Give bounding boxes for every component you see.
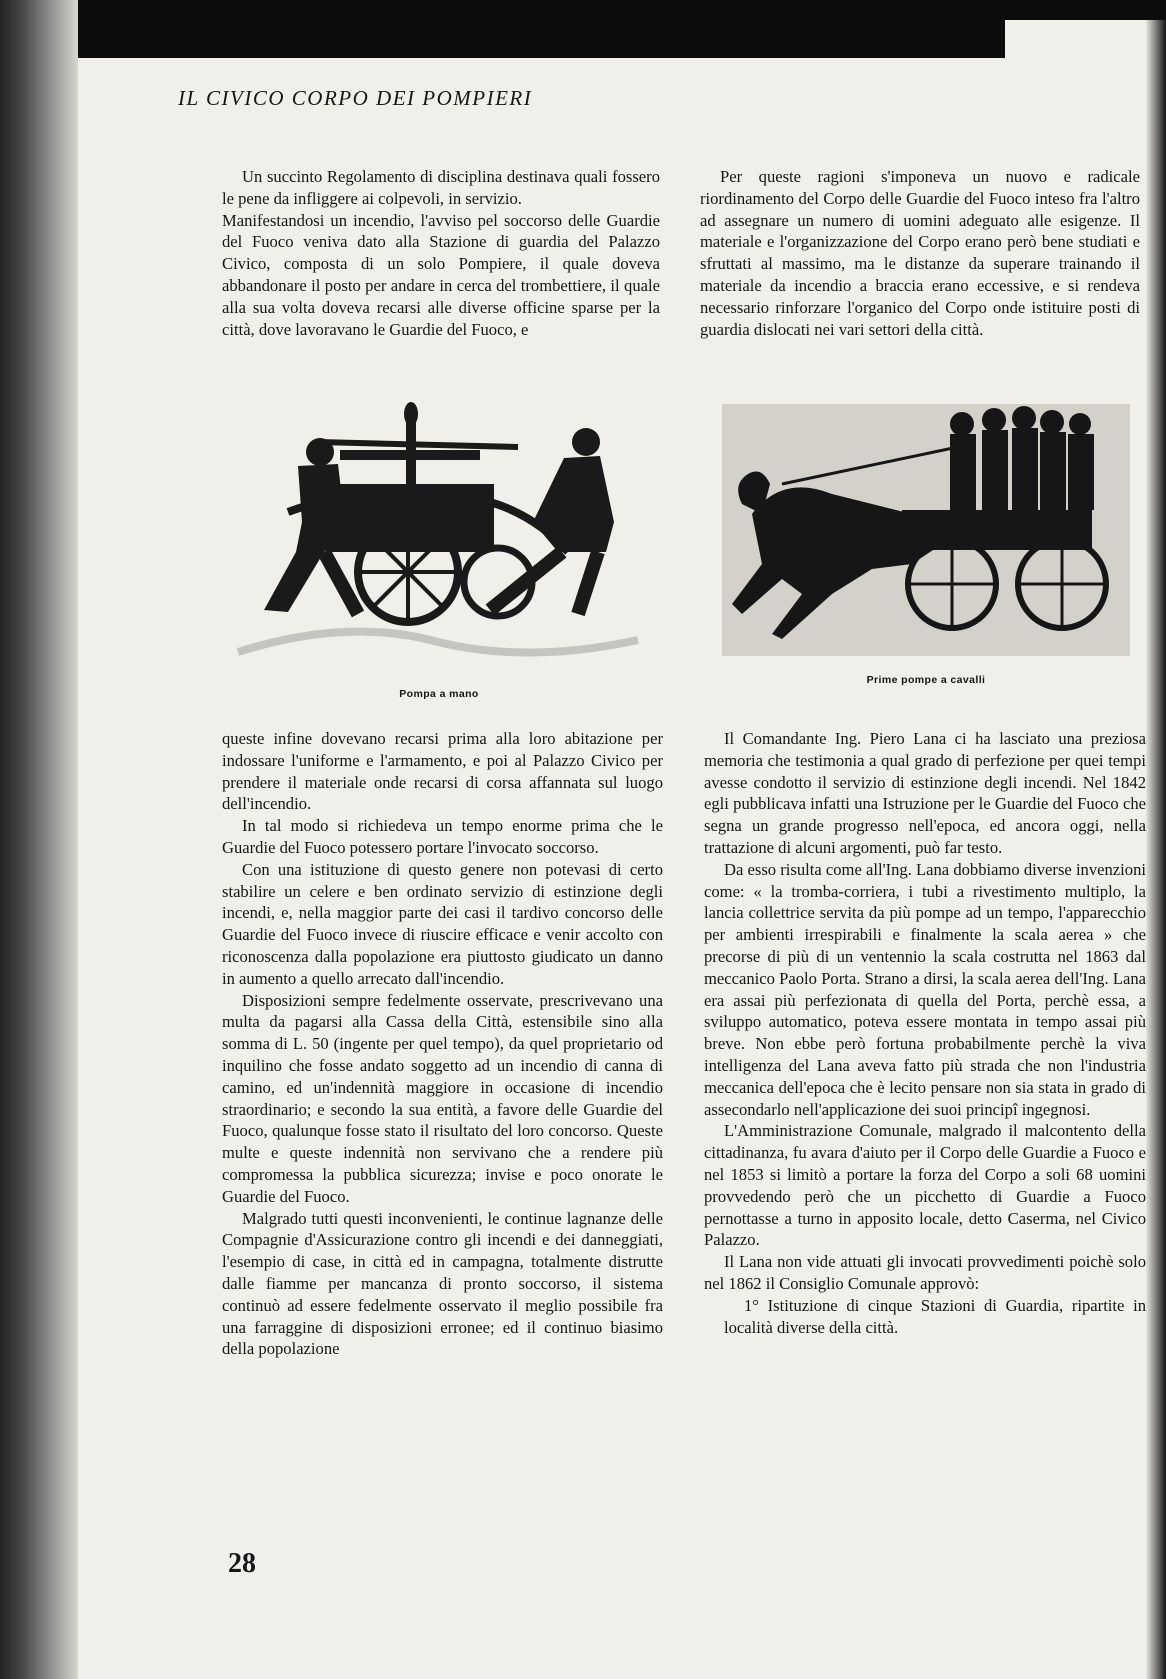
scan-border-right: [1146, 20, 1166, 1679]
column-left-top: [222, 166, 660, 340]
paragraph: Con una istituzione di questo genere non potevasi di certo stabilire un celere e ben ordinato servizio di estinzione degli incendi, e, nella maggior parte dei casi il tardivo concorso delle Guardie del Fuoco invece di riuscire efficace e venir accolto con riconoscenza dalla popolazione era piuttosto giudicato un danno in aumento a quello arrecato dall'incendio.: [222, 859, 663, 988]
paragraph: Un succinto Regolamento di disciplina destinava quali fossero le pene da infliggere ai colpevoli, in servizio.: [222, 167, 660, 208]
hand-pump-illustration: [228, 402, 650, 664]
paragraph: queste infine dovevano recarsi prima alla loro abitazione per indossare l'uniforme e l'armamento, e poi al Palazzo Civico per prendere il materiale onde recarsi di corsa affannata sul luogo dell'incendio.: [222, 729, 663, 814]
figure-horse-pump: [722, 404, 1130, 656]
column-right-top: [700, 166, 1140, 340]
list-item: 1° Istituzione di cinque Stazioni di Guardia, ripartite in località diverse della città.: [724, 1295, 1146, 1337]
scan-border-top-right: [1005, 0, 1166, 20]
page-number: 28: [228, 1548, 256, 1579]
scan-border-top: [0, 0, 1005, 58]
figure-caption-left: Pompa a mano: [399, 688, 479, 700]
paragraph: Malgrado tutti questi inconvenienti, le continue lagnanze delle Compagnie d'Assicurazione contro gli incendi e dei danneggiati, l'esempio di case, in città ed in campagna, totalmente distrutte dalle fiamme per mancanza di pronto soccorso, il sistema continuò ad essere fedelmente osservato il meglio possibile fra una farraggine di disposizioni erronee; ed il continuo biasimo della popolazione: [222, 1208, 663, 1359]
figure-hand-pump: [228, 402, 650, 664]
paragraph: Il Lana non vide attuati gli invocati provvedimenti poichè solo nel 1862 il Consiglio Comunale approvò:: [704, 1252, 1146, 1293]
horse-pump-illustration: [722, 404, 1130, 656]
paragraph: Il Comandante Ing. Piero Lana ci ha lasciato una preziosa memoria che testimonia a qual grado di perfezione per quei tempi avesse condotto il servizio di estinzione degli incendi. Nel 1842 egli pubblicava infatti una Istruzione per le Guardie del Fuoco che segna un grande progresso nell'epoca, ed ancora oggi, nella trattazione di alcuni argomenti, può far testo.: [704, 729, 1146, 857]
paragraph: Per queste ragioni s'imponeva un nuovo e radicale riordinamento del Corpo delle Guardie del Fuoco inteso fra l'altro ad assegnare un numero di uomini adeguato alle esigenze. Il materiale e l'organizzazione del Corpo erano però bene studiati e sfruttati al massimo, ma le distanze da superare trainando il materiale da incendio a braccia erano eccessive, e si rendeva necessario rinforzare l'organico del Corpo onde istituire posti di guardia dislocati nei vari settori della città.: [700, 167, 1140, 339]
column-right-bottom: [704, 728, 1146, 1338]
running-header: IL CIVICO CORPO DEI POMPIERI: [178, 86, 533, 110]
paragraph: Manifestandosi un incendio, l'avviso pel soccorso delle Guardie del Fuoco veniva dato alla Stazione di guardia del Palazzo Civico, composta di un solo Pompiere, il quale doveva abbandonare il posto per andare in cerca del trombettiere, il quale alla sua volta doveva recarsi alle diverse officine sparse per la città, dove lavoravano le Guardie del Fuoco, e: [222, 210, 660, 339]
book-spine-shadow: [0, 0, 78, 1679]
figure-caption-right: Prime pompe a cavalli: [866, 674, 986, 686]
paragraph: Disposizioni sempre fedelmente osservate, prescrivevano una multa da pagarsi alla Cassa della Città, estensibile sino alla somma di L. 50 (ingente per quel tempo), da quel proprietario od inquilino che fosse andato soggetto ad un incendio di canna di camino, ed un'indennità maggiore in occasione di incendio straordinario; e secondo la sua entità, a favore delle Guardie del Fuoco, qualunque fosse stato il risultato del loro concorso. Queste multe e queste indennità non servivano che a rendere più compromessa la pubblica sicurezza; invise e poco onorate le Guardie del Fuoco.: [222, 990, 663, 1206]
paragraph: Da esso risulta come all'Ing. Lana dobbiamo diverse invenzioni come: « la tromba-corriera, i tubi a rivestimento multiplo, la lancia collettrice servita da più pompe ad un tempo, l'apparecchio per ambienti irrespirabili e finalmente la scala aerea » che precorse di più di un ventennio la scala costrutta nel 1863 dal meccanico Paolo Porta. Strano a dirsi, la scala aerea dell'Ing. Lana era assai più perfezionata di quella del Porta, perchè essa, a sviluppo automatico, poteva essere montata in tempo assai più breve. Non ebbe però fortuna probabilmente perchè la viva intelligenza del Lana aveva fatto più strada che non l'industria meccanica dell'epoca che è lecito pensare non sia stata in grado di assecondarlo nell'applicazione dei suoi principî ingegnosi.: [704, 859, 1146, 1119]
paragraph: In tal modo si richiedeva un tempo enorme prima che le Guardie del Fuoco potessero portare l'invocato soccorso.: [222, 816, 663, 857]
column-left-bottom: [222, 728, 663, 1360]
paragraph: L'Amministrazione Comunale, malgrado il malcontento della cittadinanza, fu avara d'aiuto per il Corpo delle Guardie a Fuoco e nel 1853 si limitò a portare la forza del Corpo a soli 68 uomini provvedendo però che un picchetto di Guardie a Fuoco pernottasse a turno in apposito locale, detto Caserma, nel Civico Palazzo.: [704, 1121, 1146, 1250]
